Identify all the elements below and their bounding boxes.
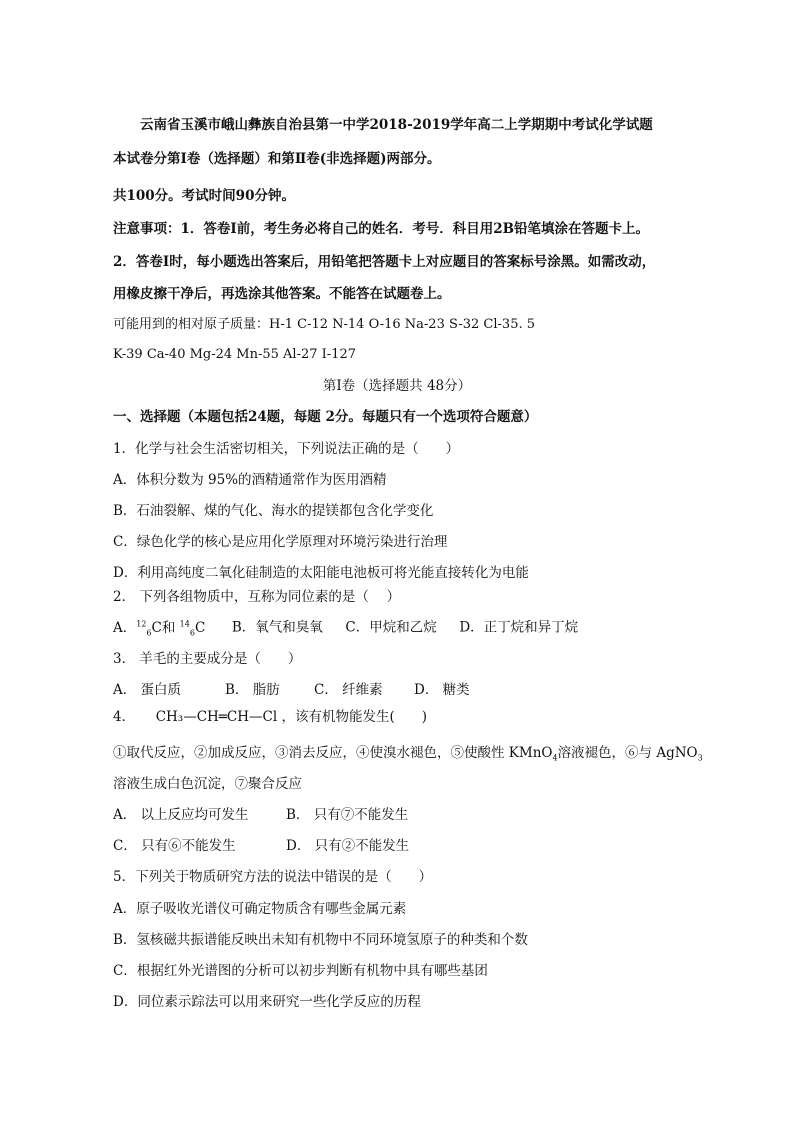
q2-option-c: C．甲烷和乙烷 bbox=[345, 619, 437, 636]
notes-line-3: 用橡皮擦干净后，再选涂其他答案。不能答在试题卷上。 bbox=[113, 286, 451, 302]
part-one-heading: 一、选择题（本题包括24题，每题 2分。每题只有一个选项符合题意） bbox=[113, 409, 538, 425]
q1-option-b: B．石油裂解、煤的气化、海水的提镁都包含化学变化 bbox=[113, 503, 434, 519]
q5-option-c: C．根据红外光谱图的分析可以初步判断有机物中具有哪些基团 bbox=[113, 963, 488, 979]
q4-reactions-line-1: ①取代反应，②加成反应，③消去反应，④使溴水褪色，⑤使酸性 KMnO$_4$溶液褪色，⑥与 AgNO$_3$ bbox=[113, 745, 703, 763]
q3-stem: 3． 羊毛的主要成分是（ ） bbox=[113, 651, 302, 667]
intro-line-2: 共100分。考试时间90分钟。 bbox=[113, 188, 295, 204]
atomic-mass-line-1: 可能用到的相对原子质量：H-1 C-12 N-14 O-16 Na-23 S-32 Cl-35. 5 bbox=[113, 317, 536, 332]
atomic-mass-line-2: K-39 Ca-40 Mg-24 Mn-55 Al-27 I-127 bbox=[113, 347, 357, 362]
q4-structural-formula: CH₃—CH═CH—Cl bbox=[155, 709, 278, 725]
q2-stem: 2． 下列各组物质中，互称为同位素的是（ ） bbox=[113, 589, 401, 605]
q1-option-c: C．绿色化学的核心是应用化学原理对环境污染进行治理 bbox=[113, 534, 448, 550]
q5-stem: 5．下列关于物质研究方法的说法中错误的是（ ） bbox=[113, 869, 433, 885]
q3-option-c: C． 纤维素 bbox=[314, 682, 383, 698]
q5-option-a: A．原子吸收光谱仪可确定物质含有哪些金属元素 bbox=[113, 901, 407, 917]
q2-option-b: B．氧气和臭氧 bbox=[231, 619, 323, 636]
q4-option-a: A． 以上反应均可发生 bbox=[113, 807, 249, 823]
q2-options-row bbox=[113, 615, 578, 642]
q2-option-d: D．正丁烷和异丁烷 bbox=[459, 619, 579, 636]
q1-option-a: A．体积分数为 95%的酒精通常作为医用酒精 bbox=[113, 472, 387, 488]
q5-option-b: B．氢核磁共振谱能反映出未知有机物中不同环境氢原子的种类和个数 bbox=[113, 932, 528, 948]
q2-option-a: A．$^{12}_6$C和 $^{14}_6$C bbox=[113, 619, 206, 638]
q4-stem: 4． CH₃—CH═CH—Cl ，该有机物能发生( ) bbox=[113, 709, 428, 725]
q3-option-d: D． 糖类 bbox=[414, 682, 470, 698]
notes-line-2: 2．答卷Ⅰ时，每小题选出答案后，用铅笔把答题卡上对应题目的答案标号涂黑。如需改动， bbox=[113, 254, 656, 270]
q3-option-b: B． 脂肪 bbox=[225, 682, 280, 698]
page-title: 云南省玉溪市峨山彝族自治县第一中学2018-2019学年高二上学期期中考试化学试题 bbox=[140, 117, 653, 133]
q4-reactions-line-2: 溶液生成白色沉淀，⑦聚合反应 bbox=[113, 776, 302, 792]
notes-line-1: 注意事项：1．答卷Ⅰ前，考生务必将自己的姓名．考号．科目用2B铅笔填涂在答题卡上。 bbox=[113, 221, 650, 237]
q1-option-d: D．利用高纯度二氧化硅制造的太阳能电池板可将光能直接转化为电能 bbox=[113, 565, 529, 581]
q5-option-d: D．同位素示踪法可以用来研究一些化学反应的历程 bbox=[113, 994, 421, 1010]
q1-stem: 1．化学与社会生活密切相关，下列说法正确的是（ ） bbox=[113, 441, 460, 457]
section-heading: 第Ⅰ卷（选择题共 48分） bbox=[322, 378, 472, 394]
intro-line-1: 本试卷分第Ⅰ卷（选择题）和第Ⅱ卷(非选择题)两部分。 bbox=[113, 151, 441, 167]
q4-option-c: C． 只有⑥不能发生 bbox=[113, 838, 236, 854]
q4-option-b: B． 只有⑦不能发生 bbox=[286, 807, 409, 823]
q3-option-a: A． 蛋白质 bbox=[113, 682, 182, 698]
q4-option-d: D． 只有②不能发生 bbox=[286, 838, 410, 854]
